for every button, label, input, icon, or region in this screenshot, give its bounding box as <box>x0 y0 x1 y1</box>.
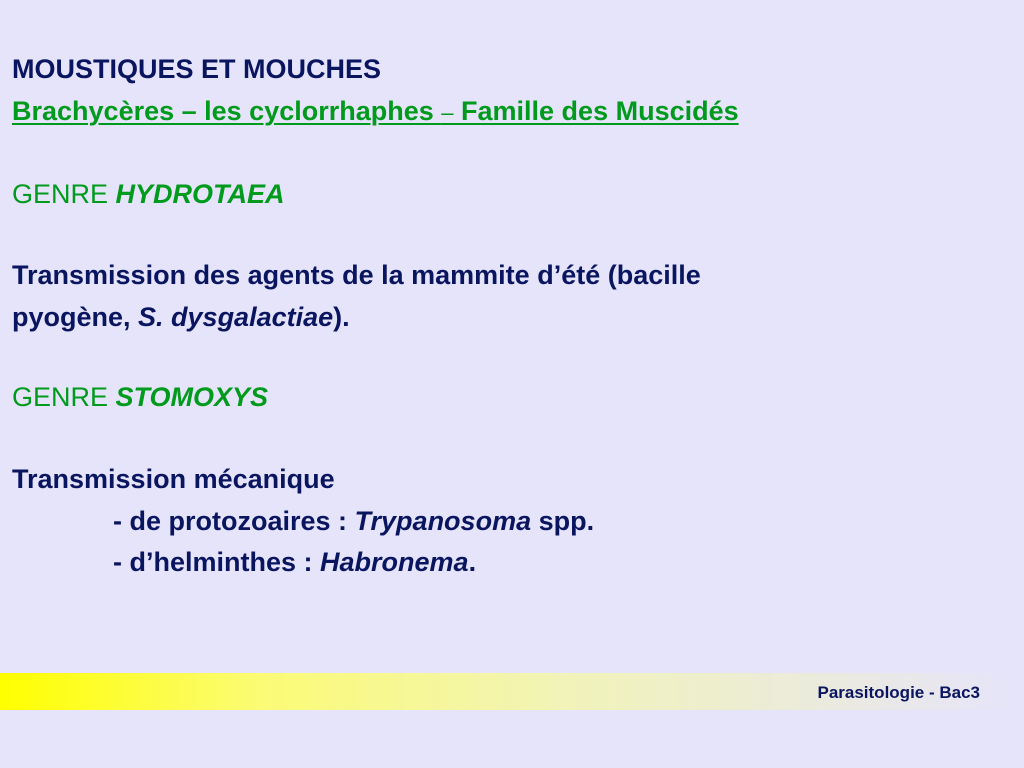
bullet1-suffix: spp. <box>531 506 595 536</box>
bullet2-prefix: - d’helminthes : <box>113 547 321 577</box>
transmission1-line2-suffix: ). <box>333 302 350 332</box>
bullet1-prefix: - de protozoaires : <box>113 506 355 536</box>
genre-stomoxys-heading <box>12 384 268 411</box>
bullet-helminthes <box>113 549 476 576</box>
subtitle-part1: Brachycères – les cyclorrhaphes <box>12 96 442 126</box>
genre2-prefix: GENRE <box>12 382 116 412</box>
subtitle-part2: Famille des Muscidés <box>453 96 739 126</box>
subtitle-dash: – <box>441 100 454 125</box>
transmission2-heading: Transmission mécanique <box>12 464 335 494</box>
bullet2-species: Habronema <box>320 547 469 577</box>
genre-hydrotaea-heading <box>12 181 285 208</box>
transmission1-line1: Transmission des agents de la mammite d’été (bacille <box>12 260 701 290</box>
transmission1-species: S. dysgalactiae <box>138 302 334 332</box>
genre2-name: STOMOXYS <box>115 382 269 412</box>
bullet2-suffix: . <box>468 547 477 577</box>
transmission1-line2-prefix: pyogène, <box>12 302 139 332</box>
bullet1-species: Trypanosoma <box>354 506 532 536</box>
slide-subtitle <box>12 98 739 125</box>
bullet-protozoaires <box>113 508 594 535</box>
transmission1-line2 <box>12 304 350 331</box>
genre1-name: HYDROTAEA <box>115 179 285 209</box>
genre1-prefix: GENRE <box>12 179 116 209</box>
footer-label: Parasitologie - Bac3 <box>817 683 980 702</box>
slide-title: MOUSTIQUES ET MOUCHES <box>12 54 382 84</box>
